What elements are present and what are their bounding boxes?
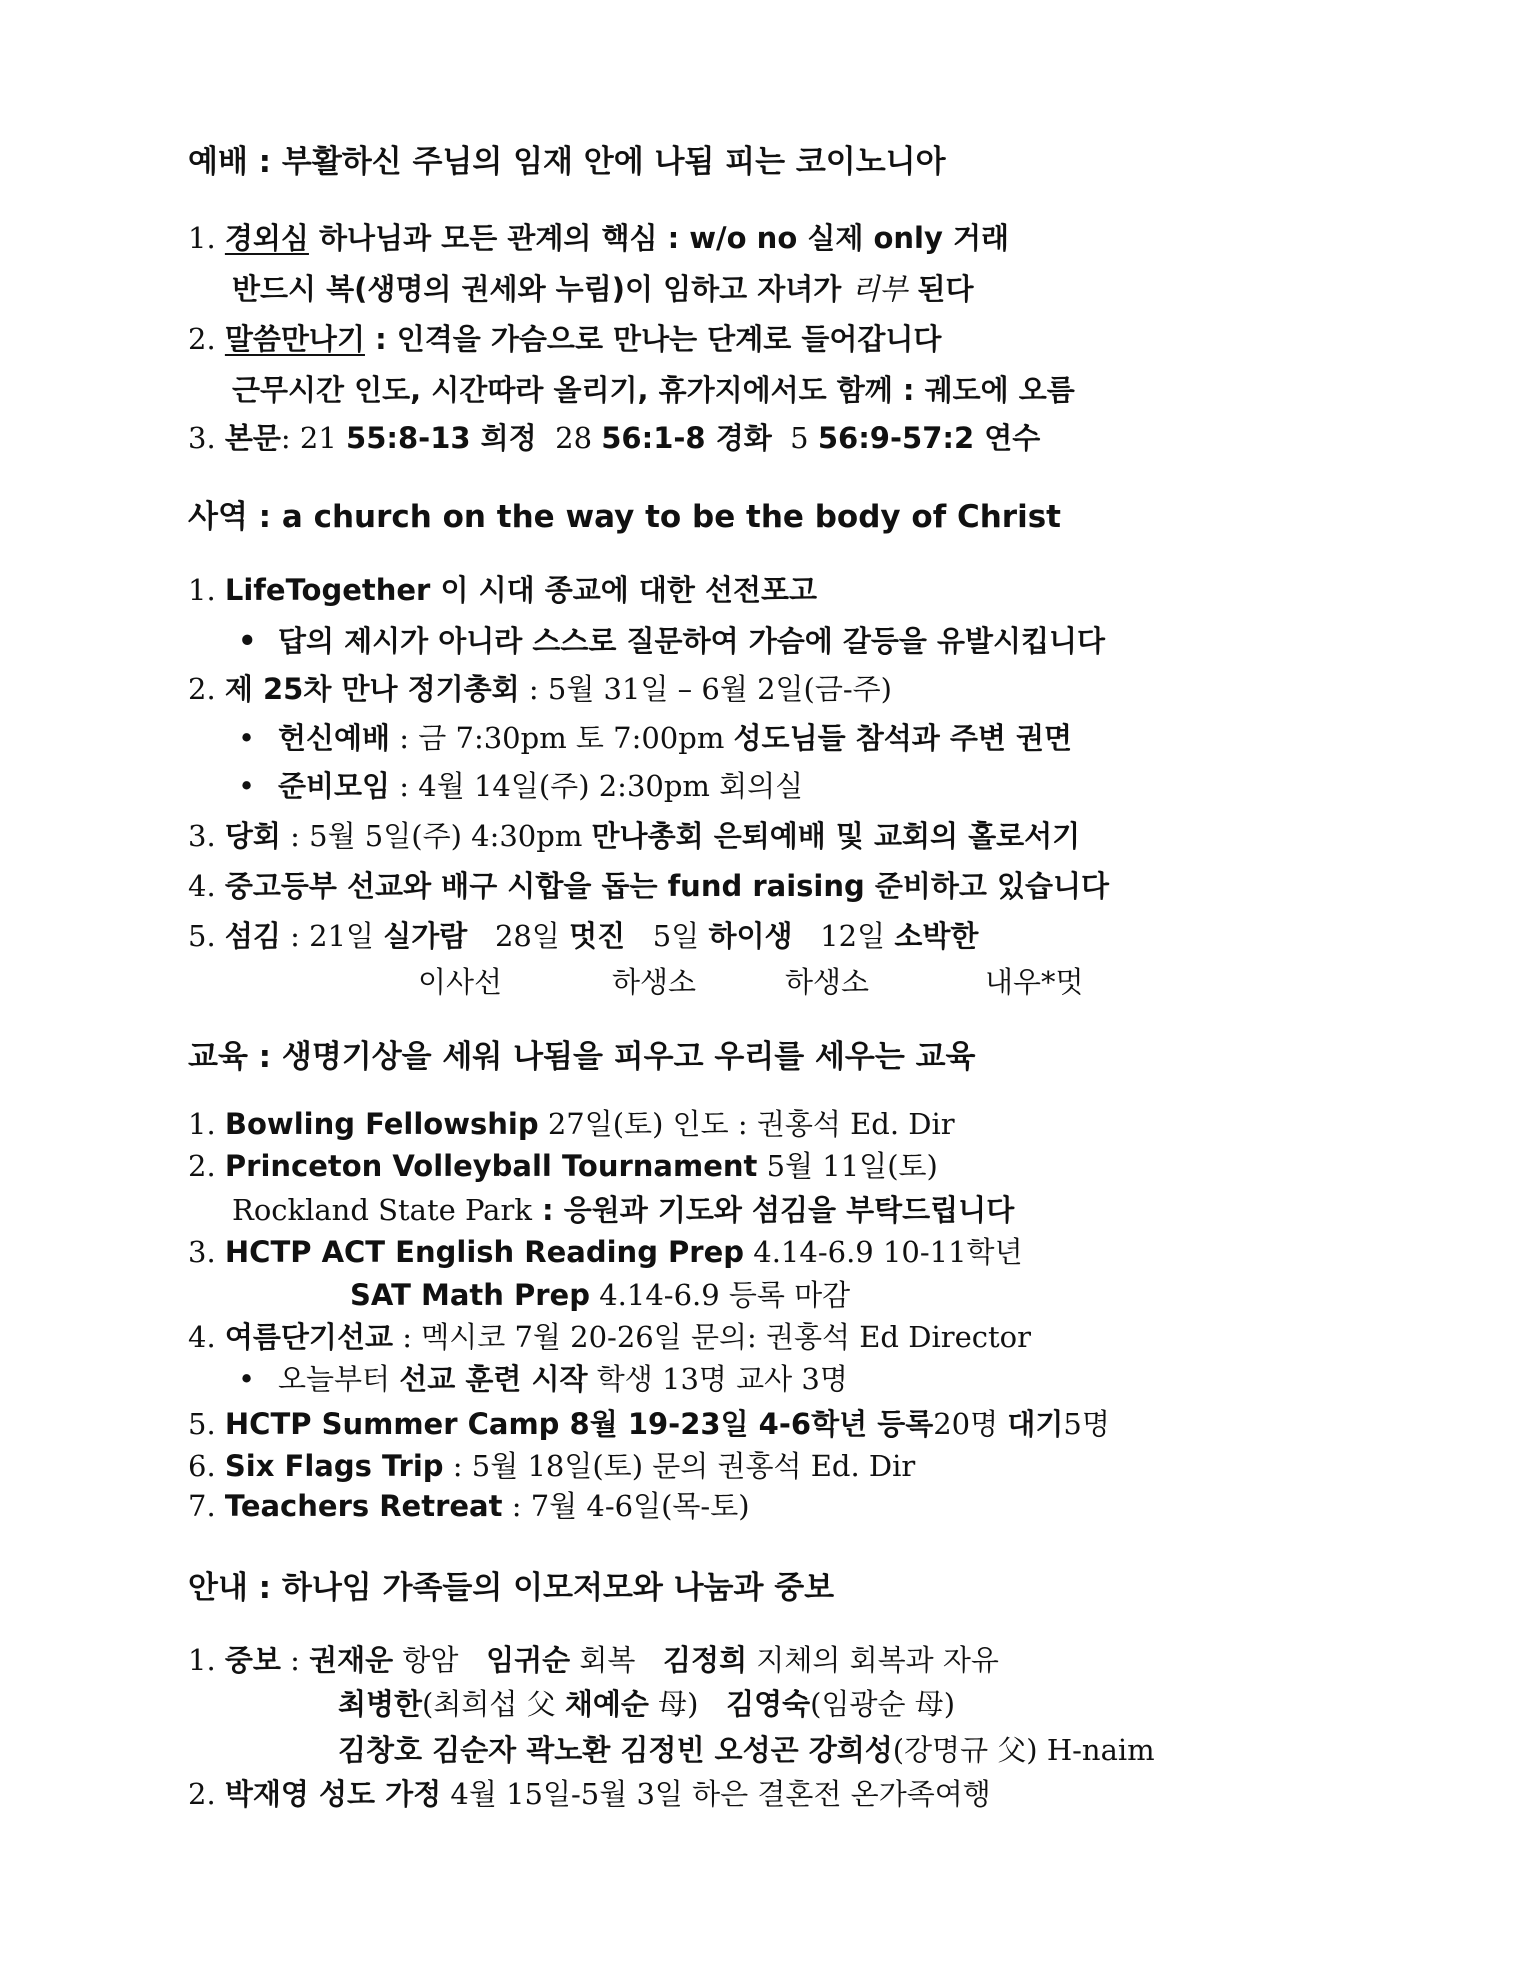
group-2: 멋진 [569, 919, 626, 953]
worship-item-3 [188, 421, 1041, 455]
bullet-text: : 4월 14일(주) 2:30pm 회의실 [390, 769, 804, 803]
ministry-item-4 [188, 869, 1110, 903]
prayer-relation-6: (임광순 母) [810, 1687, 956, 1721]
item-title: Bowling Fellowship [224, 1107, 539, 1141]
bullet-text: 오늘부터 [278, 1362, 400, 1396]
ministry-item-2-bullet-2 [238, 769, 804, 803]
item-title: 경외심 [224, 221, 309, 255]
notice-item-2 [188, 1777, 991, 1811]
item-number: 3. [188, 1235, 216, 1269]
bullet-text: 답의 제시가 아니라 스스로 질문하여 가슴에 갈등을 유발시킵니다 [278, 624, 1106, 658]
bullet-icon: • [238, 1362, 256, 1396]
ministry-heading: 사역 : a church on the way to be the body of Christ [188, 499, 1061, 535]
education-item-6 [188, 1449, 916, 1483]
education-item-2-detail [232, 1193, 1015, 1227]
ministry-item-5 [188, 919, 979, 953]
item-text: : 5월 18일(토) 문의 권홍석 Ed. Dir [443, 1449, 916, 1483]
item-title: LifeTogether [224, 573, 431, 607]
education-item-2 [188, 1149, 938, 1183]
item-title: 중보 [224, 1643, 281, 1677]
prayer-name-5: 채예순 [564, 1687, 649, 1721]
detail-text-end: 된다 [907, 272, 974, 306]
item-title: HCTP ACT English Reading Prep [224, 1235, 745, 1269]
item-number: 5. [188, 1407, 216, 1441]
item-number: 4. [188, 869, 216, 903]
item-title: HCTP Summer Camp 8월 19-23일 4-6학년 등록 [224, 1407, 934, 1441]
item-text: : 7월 4-6일(목-토) [502, 1489, 750, 1523]
prayer-relation-5: 母) [648, 1687, 727, 1721]
prayer-request-2: 회복 [570, 1643, 664, 1677]
bullet-text-end: 학생 13명 교사 3명 [587, 1362, 848, 1396]
item-text: 만나총회 은퇴예배 및 교회의 홀로서기 [591, 819, 1081, 853]
education-item-4 [188, 1320, 1031, 1354]
item-text: 4.14-6.9 10-11학년 [744, 1235, 1023, 1269]
item-number: 1. [188, 1107, 216, 1141]
worship-heading: 예배 : 부활하신 주님의 임재 안에 나됨 피는 코이노니아 [188, 144, 946, 180]
item-colon: : [280, 1643, 310, 1677]
item-title: Princeton Volleyball Tournament [224, 1149, 758, 1183]
passage-date-1: : 21 [280, 421, 347, 455]
ministry-item-2-bullet-1 [238, 721, 1072, 755]
item-title: 섬김 [224, 919, 281, 953]
item-text: 5월 11일(토) [757, 1149, 938, 1183]
notice-item-1-line-3 [338, 1733, 1155, 1767]
worship-item-2 [188, 322, 942, 356]
item-number: 2. [188, 322, 216, 356]
prayer-relation-4: (최희섭 父 [422, 1687, 565, 1721]
ministry-item-5-members-3: 하생소 [785, 965, 870, 999]
ministry-item-5-members-4: 내우*멋 [985, 965, 1084, 999]
notice-item-1-line-2 [338, 1687, 956, 1721]
group-1: 실가람 [383, 919, 468, 953]
worship-item-1 [188, 221, 1009, 255]
item-text: 중고등부 선교와 배구 시합을 돕는 fund raising 준비하고 있습니다 [224, 869, 1110, 903]
item-title: Teachers Retreat [224, 1489, 503, 1523]
date-4: 12일 [792, 919, 895, 953]
item-text: 이 시대 종교에 대한 선전포고 [430, 573, 818, 607]
item-number: 1. [188, 221, 216, 255]
item-number: 2. [188, 1777, 216, 1811]
item-number: 3. [188, 819, 216, 853]
bullet-icon: • [238, 721, 256, 755]
item-number: 2. [188, 672, 216, 706]
passage-date-3: 5 [771, 421, 818, 455]
prayer-names-group: 김창호 김순자 곽노환 김정빈 오성곤 강희성 [338, 1733, 893, 1767]
date-1: : 21일 [280, 919, 384, 953]
group-3: 하이생 [708, 919, 793, 953]
item-number: 1. [188, 573, 216, 607]
bullet-note: 성도님들 참석과 주변 권면 [733, 721, 1072, 755]
education-item-3 [188, 1235, 1023, 1269]
date-3: 5일 [625, 919, 709, 953]
item-wait-label: 대기 [1007, 1407, 1064, 1441]
prayer-name-4: 최병한 [338, 1687, 423, 1721]
prayer-name-3: 김정희 [663, 1643, 748, 1677]
bullet-time: : 금 7:30pm 토 7:00pm [390, 721, 734, 755]
prayer-request-1: 항암 [393, 1643, 487, 1677]
detail-text: 4.14-6.9 등록 마감 [589, 1278, 851, 1312]
detail-emphasis: 리부 [851, 272, 908, 306]
prayer-relation-group: (강명규 父) H-naim [892, 1733, 1155, 1767]
bullet-title: 헌신예배 [278, 721, 391, 755]
notice-item-1 [188, 1643, 999, 1677]
education-item-4-bullet [238, 1362, 848, 1396]
item-number: 3. [188, 421, 216, 455]
education-heading: 교육 : 생명기상을 세워 나됨을 피우고 우리를 세우는 교육 [188, 1039, 976, 1075]
item-time: : 5월 5일(주) 4:30pm [280, 819, 592, 853]
worship-item-2-detail: 근무시간 인도, 시간따라 올리기, 휴가지에서도 함께 : 궤도에 오름 [232, 373, 1075, 407]
ministry-item-5-members-2: 하생소 [612, 965, 697, 999]
item-text: : 5월 31일 – 6월 2일(금-주) [519, 672, 893, 706]
date-2: 28일 [467, 919, 570, 953]
prayer-name-1: 권재운 [309, 1643, 394, 1677]
item-number: 1. [188, 1643, 216, 1677]
prayer-request-3: 지체의 회복과 자유 [747, 1643, 999, 1677]
bullet-icon: • [238, 769, 256, 803]
item-text: 4월 15일-5월 3일 하은 결혼전 온가족여행 [441, 1777, 991, 1811]
detail-text: 반드시 복(생명의 권세와 누림)이 임하고 자녀가 [232, 272, 852, 306]
education-item-3-detail [350, 1278, 851, 1312]
prayer-name-6: 김영숙 [726, 1687, 811, 1721]
ministry-item-1 [188, 573, 818, 607]
worship-item-1-detail [232, 272, 974, 306]
education-item-5 [188, 1407, 1110, 1441]
detail-location: Rockland State Park [232, 1193, 532, 1227]
item-title: 박재영 성도 가정 [224, 1777, 442, 1811]
detail-text: : 응원과 기도와 섬김을 부탁드립니다 [531, 1193, 1015, 1227]
bullet-icon: • [238, 624, 257, 658]
bullet-emphasis: 선교 훈련 시작 [399, 1362, 588, 1396]
education-item-7 [188, 1489, 750, 1523]
passage-2: 56:1-8 경화 [601, 421, 772, 455]
item-wait-count: 5명 [1063, 1407, 1110, 1441]
item-title: 말씀만나기 [224, 322, 365, 356]
item-number: 4. [188, 1320, 216, 1354]
item-number: 2. [188, 1149, 216, 1183]
ministry-item-2 [188, 672, 893, 706]
item-number: 5. [188, 919, 216, 953]
item-text: 하나님과 모든 관계의 핵심 : w/o no 실제 only 거래 [308, 221, 1009, 255]
ministry-item-5-members-1: 이사선 [418, 965, 503, 999]
passage-date-2: 28 [536, 421, 602, 455]
item-number: 6. [188, 1449, 216, 1483]
group-4: 소박한 [894, 919, 979, 953]
item-title: 제 25차 만나 정기총회 [224, 672, 520, 706]
item-text: : 인격을 가슴으로 만나는 단계로 들어갑니다 [364, 322, 942, 356]
item-number: 7. [188, 1489, 216, 1523]
item-title: Six Flags Trip [224, 1449, 444, 1483]
item-title: 여름단기선교 [224, 1320, 393, 1354]
item-title: 본문 [224, 421, 281, 455]
item-count: 20명 [933, 1407, 1008, 1441]
passage-3: 56:9-57:2 연수 [817, 421, 1041, 455]
notice-heading: 안내 : 하나임 가족들의 이모저모와 나눔과 중보 [188, 1570, 835, 1606]
education-item-1 [188, 1107, 955, 1141]
passage-1: 55:8-13 희정 [346, 421, 537, 455]
prayer-name-2: 임귀순 [486, 1643, 571, 1677]
item-title: 당회 [224, 819, 281, 853]
item-text: : 멕시코 7월 20-26일 문의: 권홍석 Ed Director [392, 1320, 1031, 1354]
bullet-title: 준비모임 [278, 769, 391, 803]
item-text: 27일(토) 인도 : 권홍석 Ed. Dir [538, 1107, 955, 1141]
detail-title: SAT Math Prep [350, 1278, 590, 1312]
ministry-item-1-bullet [238, 624, 1106, 658]
ministry-item-3 [188, 819, 1081, 853]
